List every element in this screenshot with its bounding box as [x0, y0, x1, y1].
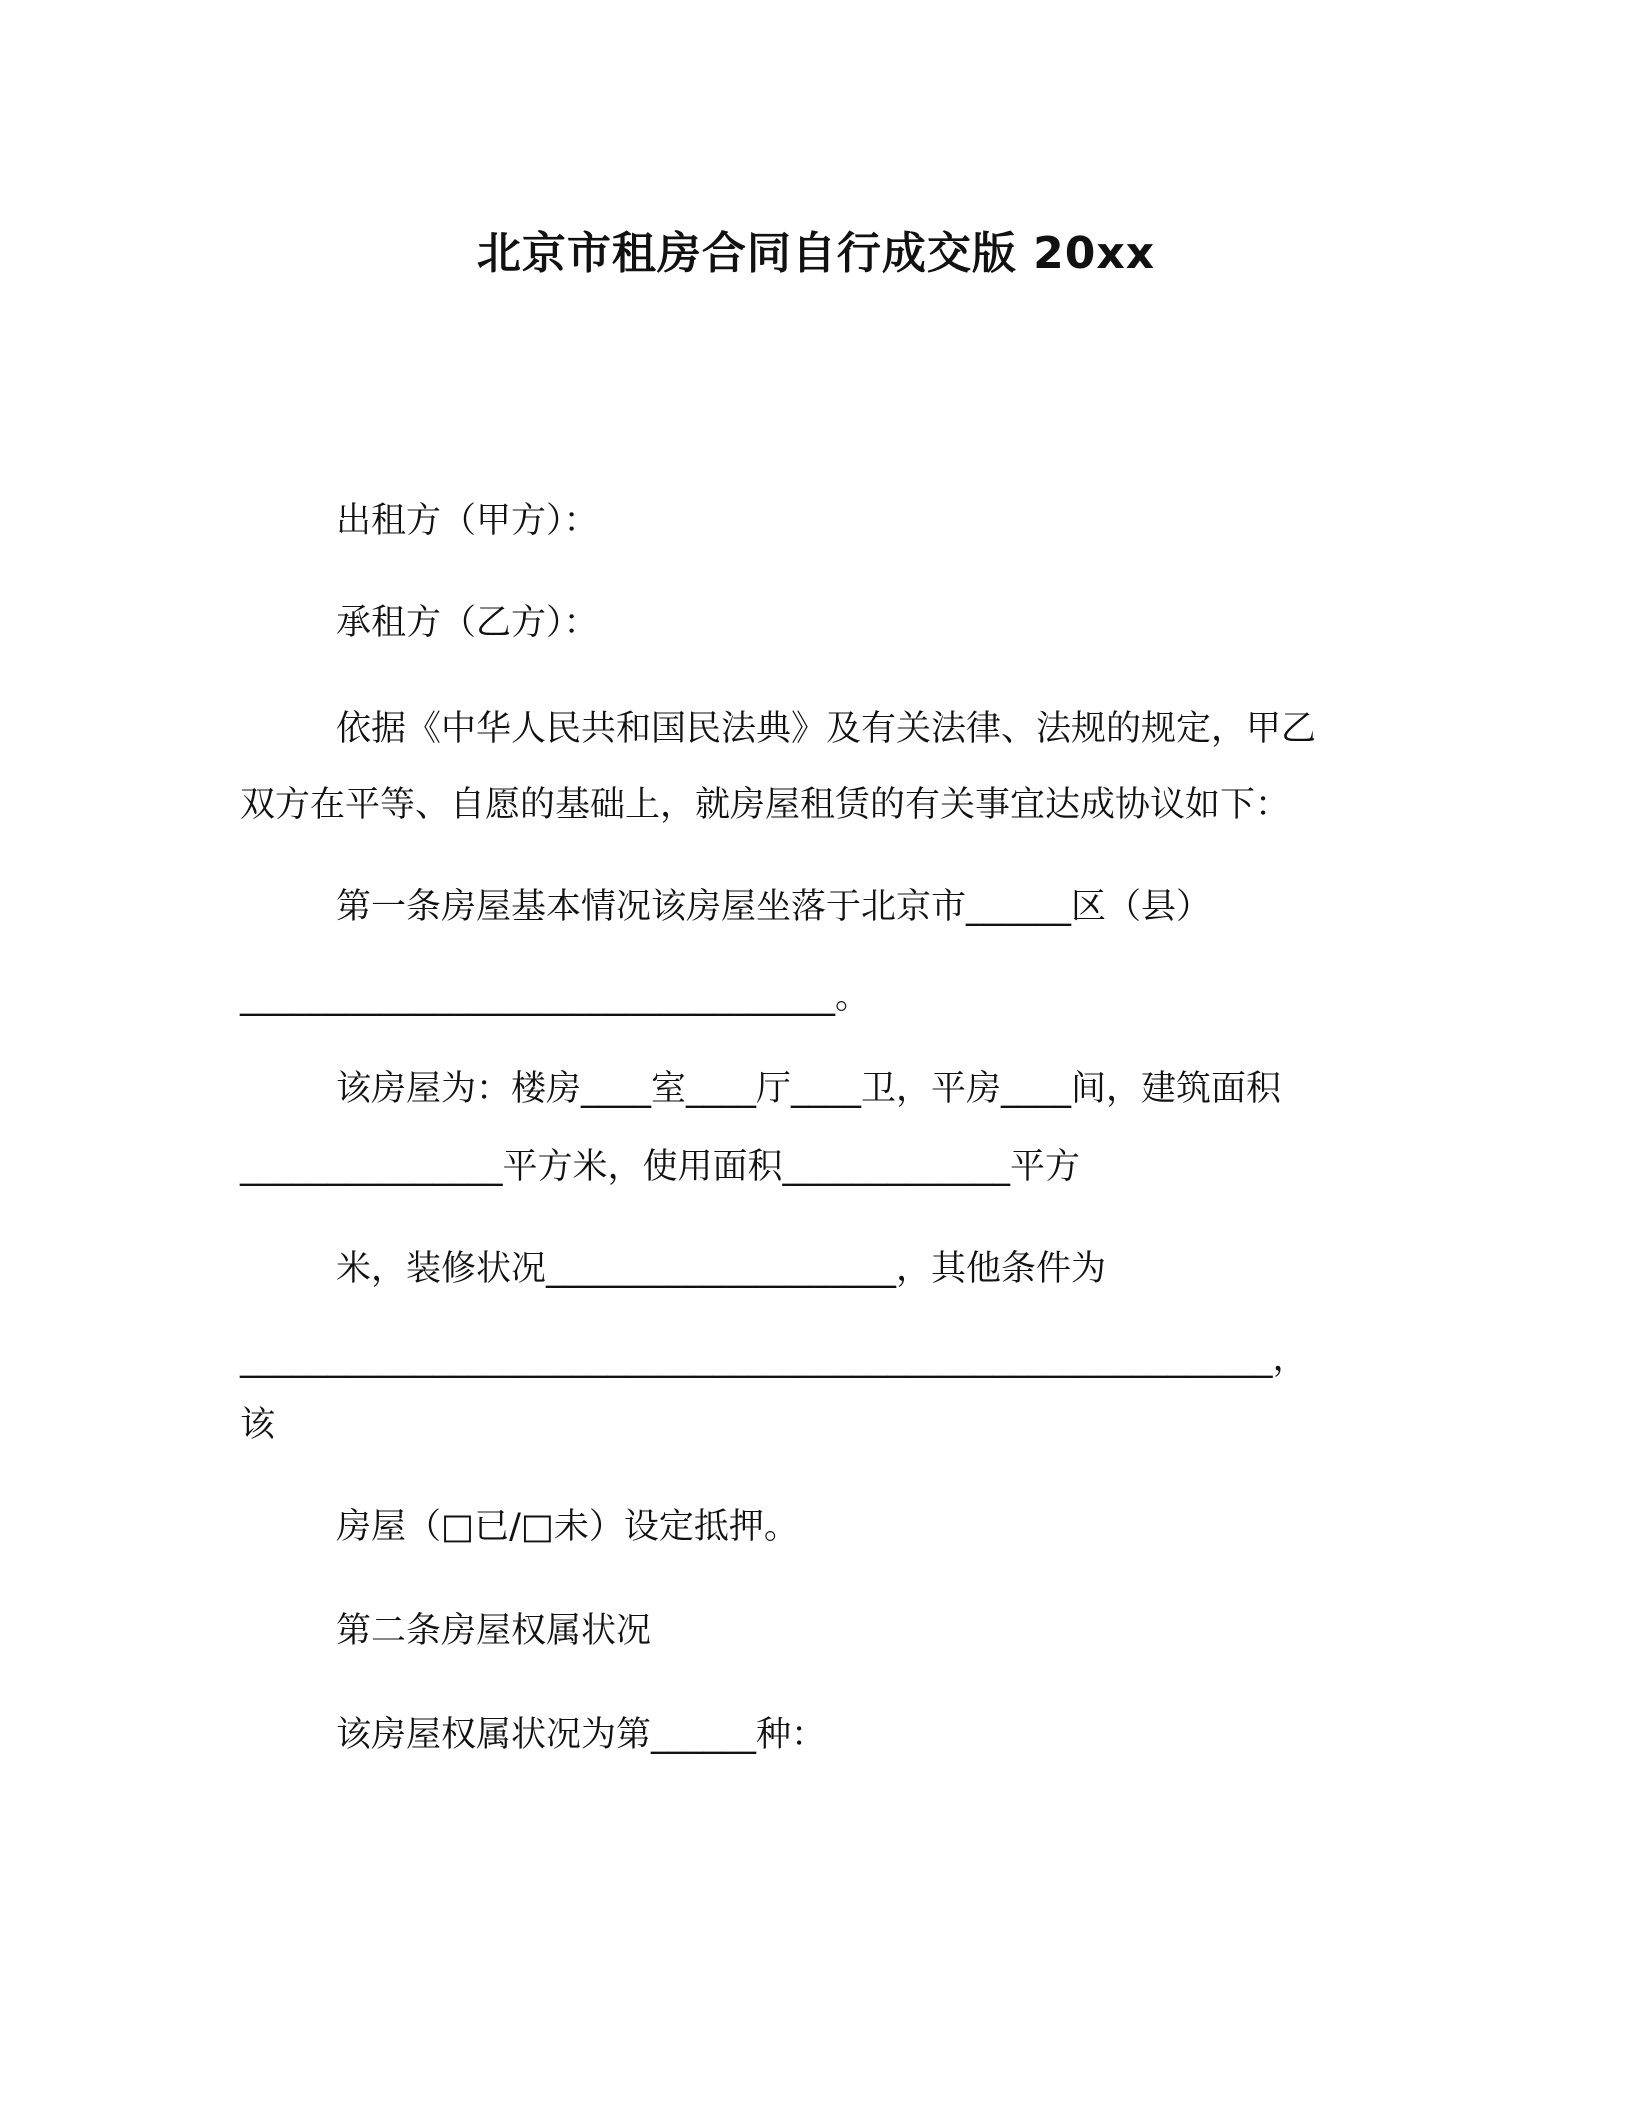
other-conditions-blank-line: ___________________________________________________________， [240, 1339, 1308, 1379]
continuation-line: 该 [240, 1405, 276, 1445]
article-1-heading-line: 第一条房屋基本情况该房屋坐落于北京市______区（县） [336, 887, 1212, 927]
page-title: 北京市租房合同自行成交版 20xx [476, 228, 1156, 279]
ownership-type-line: 该房屋权属状况为第______种： [336, 1715, 827, 1755]
article-2-heading: 第二条房屋权属状况 [336, 1611, 652, 1651]
lessor-line: 出租方（甲方）： [336, 501, 599, 541]
lessee-line: 承租方（乙方）： [336, 603, 599, 643]
preamble-line-1: 依据《中华人民共和国民法典》及有关法律、法规的规定，甲乙 [336, 709, 1317, 749]
area-line: _______________平方米，使用面积_____________平方 [240, 1147, 1081, 1187]
address-blank-line: __________________________________。 [240, 977, 871, 1017]
preamble-line-2: 双方在平等、自愿的基础上，就房屋租赁的有关事宜达成协议如下： [240, 785, 1291, 825]
house-layout-line: 该房屋为：楼房____室____厅____卫，平房____间，建筑面积 [336, 1069, 1282, 1109]
mortgage-line: 房屋（□已/□未）设定抵押。 [336, 1507, 799, 1547]
decoration-line: 米，装修状况____________________，其他条件为 [336, 1249, 1107, 1289]
